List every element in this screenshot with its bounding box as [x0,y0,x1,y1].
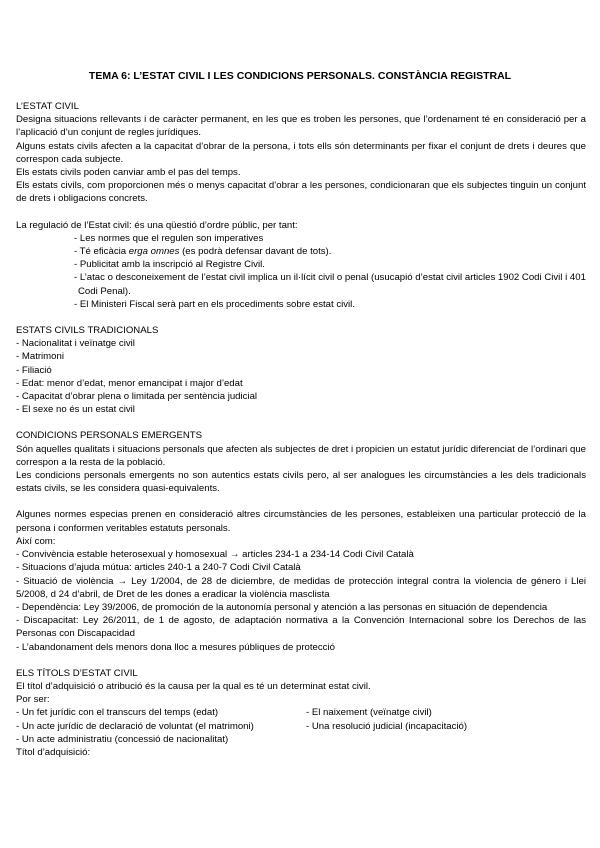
paragraph: Alguns estats civils afecten a la capacitat d’obrar de la persona, i tots ells són determinants per fixar el conjunt de drets i deures que correspon cada subjecte. [16,140,586,165]
paragraph: Els estats civils, com proporcionen més o menys capacitat d’obrar a les persones, condicionaran que els subjectes tinguin un conjunt de drets i obligacions concrets. [16,180,586,205]
list-item: - Un acte jurídic de declaració de voluntat (el matrimoni) [16,720,254,732]
list-item: - Situació de violència → Ley 1/2004, de 28 de diciembre, de medidas de protección integral contra la violencia de género i Llei 5/2008, d 24 d’abril, de Dret de les dones a eradicar la violència masclista [16,575,586,600]
paragraph: El títol d’adquisició o atribució és la causa per la qual es té un determinat estat civil. [16,680,371,692]
paragraph: Designa situacions rellevants i de caràcter permanent, en les que es troben les persones, que l’ordenament té en consideració per a l’aplicació d’un conjunt de regles jurídiques. [16,114,586,139]
list-item-eficacia: - Té eficàcia erga omnes (es podrà defensar davant de tots). [74,246,332,258]
list-item: - Un acte administratiu (concessió de nacionalitat) [16,733,229,745]
titles-two-column-list [16,706,586,746]
list-item: - Edat: menor d’edat, menor emancipat i major d’edat [16,377,243,389]
paragraph: Els estats civils poden canviar amb el pas del temps. [16,167,241,179]
section-heading-estat-civil: L’ESTAT CIVIL [16,101,79,112]
section-heading-estats-tradicionals: ESTATS CIVILS TRADICIONALS [16,325,159,337]
list-item: - Discapacitat: Ley 26/2011, de 1 de agosto, de adaptación normativa a la Convención Internacional sobre los Derechos de las Personas con Discapacidad [16,615,586,640]
list-item: - Publicitat amb la inscripció al Registre Civil. [74,259,265,271]
list-item: - Capacitat d’obrar plena o limitada per sentència judicial [16,391,258,403]
list-item: - Un fet jurídic con el transcurs del temps (edat) [16,707,219,719]
list-item: - Nacionalitat i veïnatge civil [16,338,135,350]
list-item: - Situacions d’ajuda mútua: articles 240-1 a 240-7 Codi Civil Català [16,562,301,574]
list-item: - Una resolució judicial (incapacitació) [306,720,468,732]
section-heading-condicions-emergents: CONDICIONS PERSONALS EMERGENTS [16,430,203,442]
regulation-list [16,232,586,311]
paragraph: Por ser: [16,694,50,706]
paragraph: Són aquelles qualitats i situacions personals que afecten als subjectes de dret i propicien un estatut jurídic diferenciat de l’ordinari que correspon a la resta de la població. [16,443,586,468]
paragraph: La regulació de l’Estat civil: és una qüestió d’ordre públic, per tant: [16,219,298,231]
list-item: - Matrimoni [16,351,64,363]
list-item: - El Ministeri Fiscal serà part en els procediments sobre estat civil. [74,298,355,310]
list-item: - Dependència: Ley 39/2006, de promoción de la autonomía personal y atención a las personas en situación de dependencia [16,601,548,613]
emergent-conditions-list [16,548,586,654]
paragraph: Les condicions personals emergents no son autentics estats civils pero, al ser analogues les circumstàncies a les dels tradicionals estats civils, se les considera quasi-equivalents. [16,470,586,495]
traditional-states-list [16,337,586,416]
document-body [16,100,586,759]
section-heading-titols: ELS TÍTOLS D’ESTAT CIVIL [16,667,138,679]
paragraph: Algunes normes especias prenen en consideració altres circumstàncies de les persones, estableixen una particular protecció de la persona i conformen veritables estatuts personals. [16,509,586,534]
document-title: TEMA 6: L’ESTAT CIVIL I LES CONDICIONS PERSONALS. CONSTÀNCIA REGISTRAL [88,70,512,82]
list-item: - El naixement (veïnatge civil) [306,707,432,719]
list-item: - Les normes que el regulen son imperatives [74,232,264,244]
list-item: - L’atac o desconeixement de l’estat civil implica un il·lícit civil o penal (usucapió d’estat civil articles 1902 Codi Civil i 401 Codi Penal). [74,272,586,297]
list-item: - L’abandonament dels menors dona lloc a mesures públiques de protecció [16,641,335,653]
paragraph: Títol d’adquisició: [16,746,91,758]
list-item: - Filiació [16,364,52,376]
list-item: - Convivència estable heterosexual y homosexual → articles 234-1 a 234-14 Codi Civil Català [16,549,414,561]
paragraph: Així com: [16,535,56,547]
list-item: - El sexe no és un estat civil [16,404,135,416]
